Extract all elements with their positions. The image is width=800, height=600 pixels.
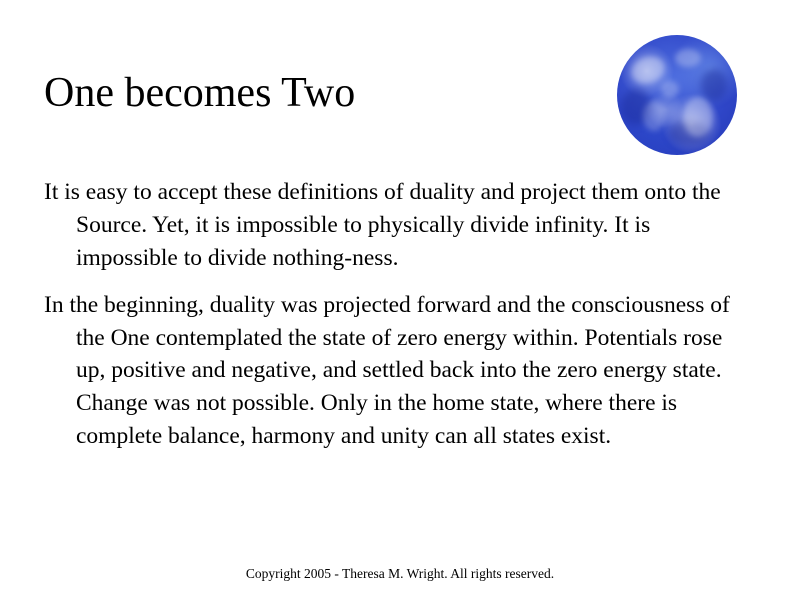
blue-sphere-icon xyxy=(617,35,737,155)
copyright-footer: Copyright 2005 - Theresa M. Wright. All rights reserved. xyxy=(245,566,555,581)
body-paragraph xyxy=(44,289,734,453)
body-paragraph-text: It is easy to accept these definitions of duality and project them onto the Source. Yet, it is impossible to physically divide infinity. It is impossible to divide nothing-ness. xyxy=(44,179,721,271)
sphere-highlight-5 xyxy=(661,81,679,97)
slide-body xyxy=(44,176,734,467)
body-paragraph-text: In the beginning, duality was projected forward and the consciousness of the One contemplated the state of zero energy within. Potentials rose up, positive and negative, and settled back into the zero energy state. Change was not possible. Only in the home state, where there is complete balance, harmony and unity can all states exist. xyxy=(44,291,730,450)
sphere-highlight-2 xyxy=(675,49,701,67)
sphere-highlight-1 xyxy=(628,52,669,88)
sphere-shade-3 xyxy=(701,69,727,101)
body-paragraph xyxy=(44,176,734,275)
page-title: One becomes Two xyxy=(44,70,356,117)
sphere-highlight-4 xyxy=(643,101,665,131)
sphere-highlight-3 xyxy=(683,97,713,137)
